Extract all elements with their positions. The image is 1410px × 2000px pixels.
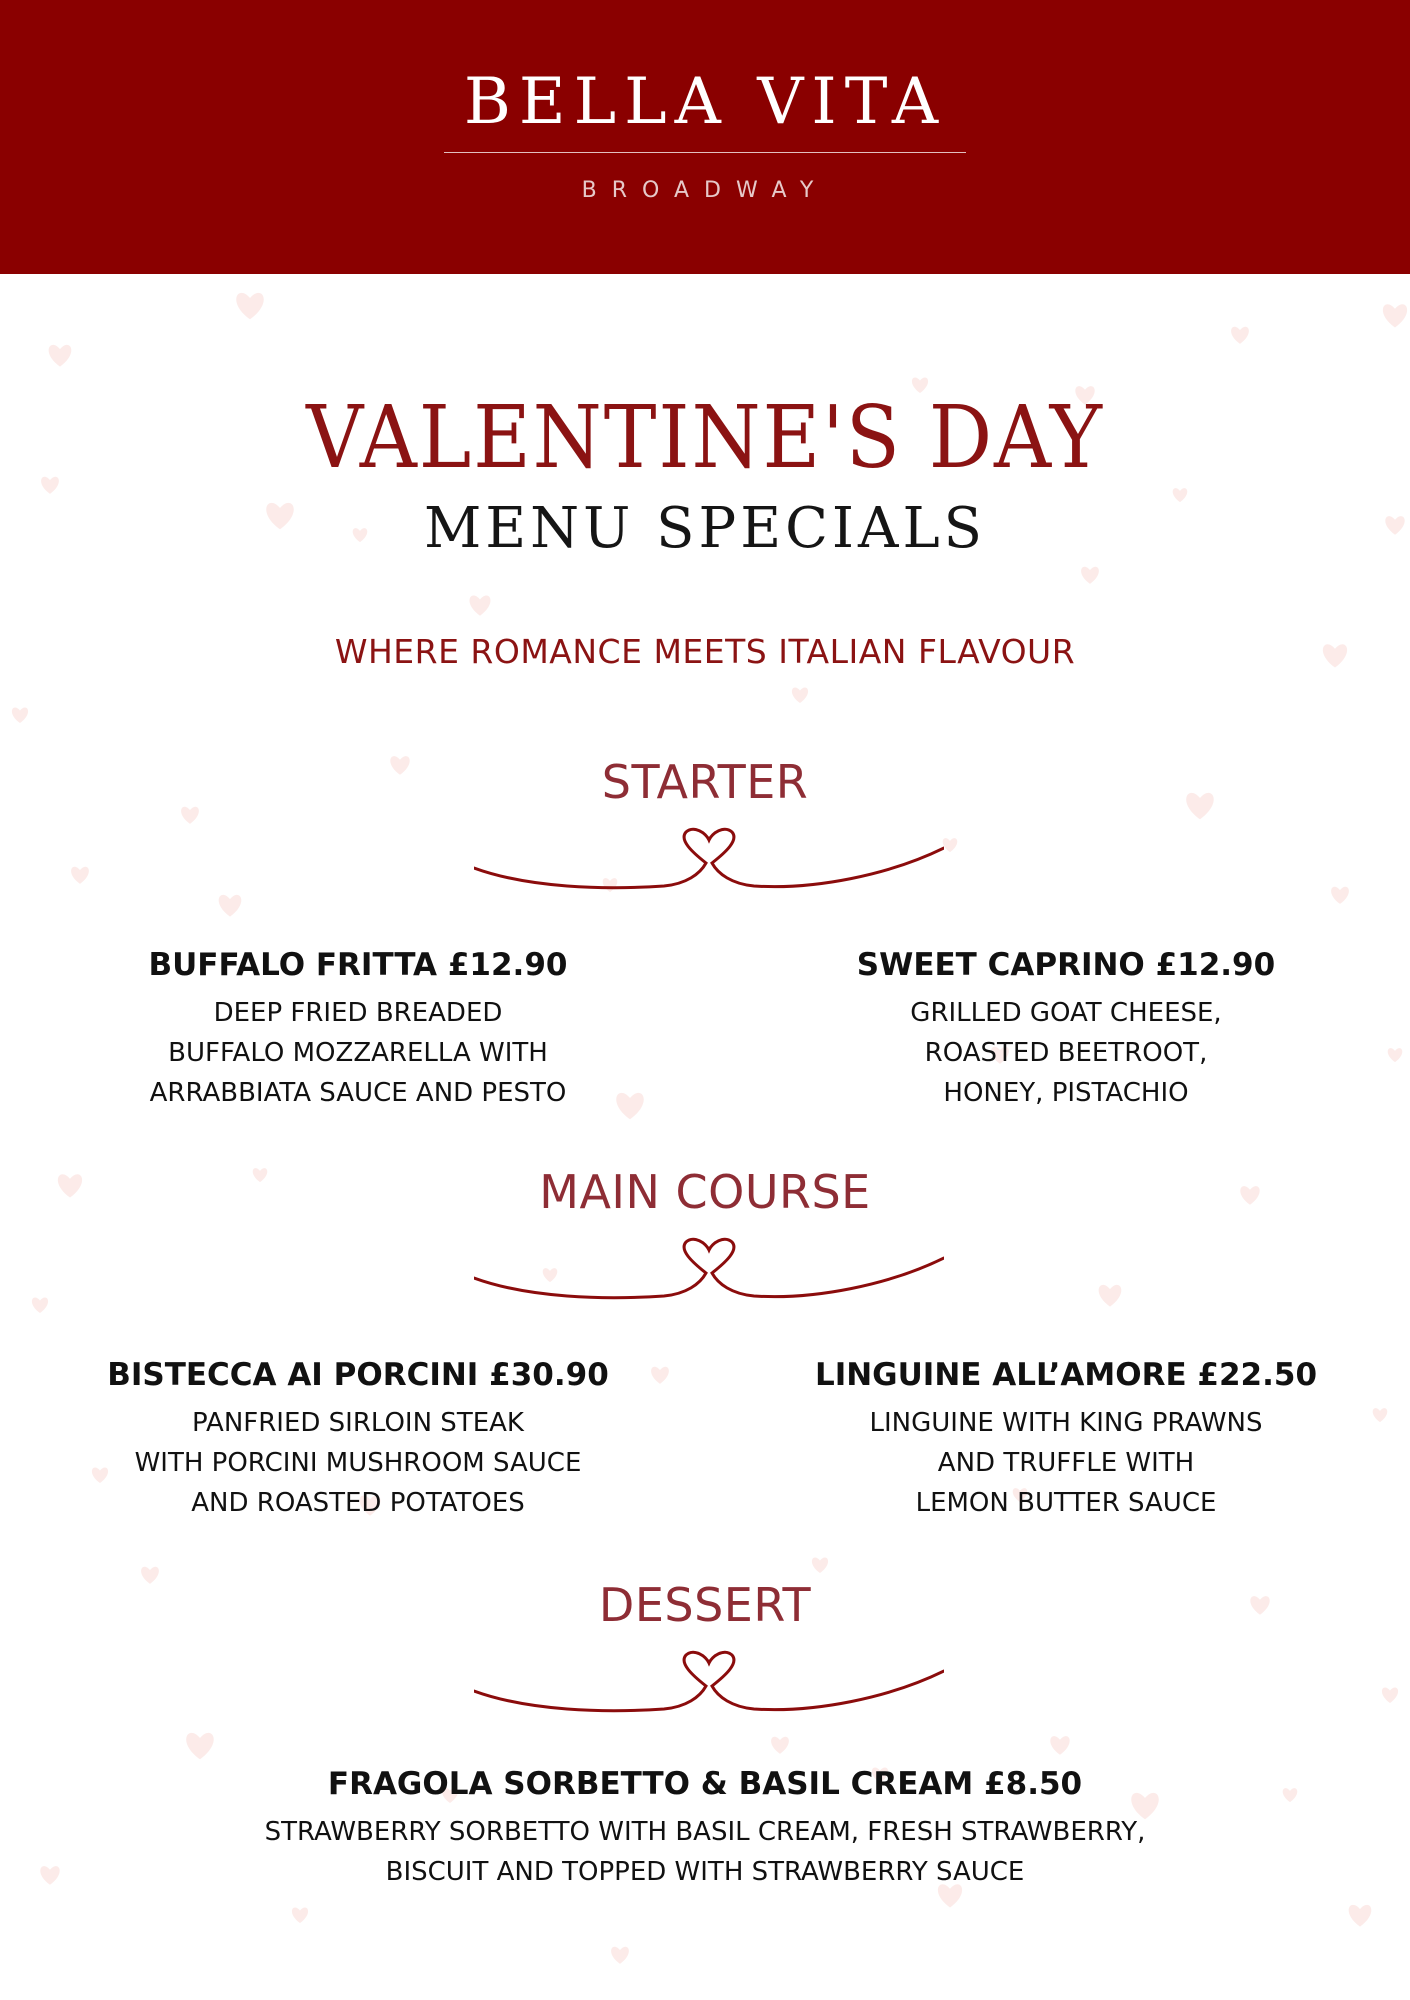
- menu-tagline: WHERE ROMANCE MEETS ITALIAN FLAVOUR: [334, 632, 1076, 671]
- menu-item-description: [255, 1812, 1155, 1892]
- menu-item-name: BISTECCA AI PORCINI £30.90: [107, 1357, 609, 1393]
- menu-item-name: FRAGOLA SORBETTO & BASIL CREAM £8.50: [327, 1766, 1083, 1802]
- menu-item: [716, 945, 1410, 1113]
- menu-item: [8, 945, 708, 1113]
- menu-item-description-line: BUFFALO MOZZARELLA WITH: [168, 1038, 548, 1068]
- menu-item-description-line: AND TRUFFLE WITH: [937, 1448, 1195, 1478]
- section-heading-main-course: MAIN COURSE: [539, 1165, 871, 1219]
- menu-title: VALENTINE'S DAY: [306, 388, 1104, 488]
- menu-item-description-line: ROASTED BEETROOT,: [924, 1038, 1208, 1068]
- section-heading-starter: STARTER: [601, 755, 809, 809]
- menu-item-description-line: DEEP FRIED BREADED: [213, 998, 503, 1028]
- heart-divider-icon: [474, 820, 944, 900]
- menu-item-description-line: HONEY, PISTACHIO: [943, 1078, 1189, 1108]
- menu-item-description: [716, 993, 1410, 1113]
- brand-location: BROADWAY: [581, 178, 829, 203]
- menu-item-description-line: STRAWBERRY SORBETTO WITH BASIL CREAM, FRESH STRAWBERRY,: [264, 1817, 1146, 1847]
- brand-name: BELLA VITA: [463, 65, 947, 139]
- heart-divider-icon: [474, 1643, 944, 1723]
- menu-item: [255, 1764, 1155, 1892]
- menu-item-description-line: WITH PORCINI MUSHROOM SAUCE: [134, 1448, 582, 1478]
- menu-item-description-line: BISCUIT AND TOPPED WITH STRAWBERRY SAUCE: [385, 1857, 1025, 1887]
- menu-item: [716, 1355, 1410, 1523]
- menu-item-name: SWEET CAPRINO £12.90: [856, 947, 1276, 983]
- menu-item-description-line: PANFRIED SIRLOIN STEAK: [192, 1408, 524, 1438]
- menu-item-description-line: ARRABBIATA SAUCE AND PESTO: [149, 1078, 567, 1108]
- section-heading-dessert: DESSERT: [598, 1578, 812, 1632]
- menu-item-name: LINGUINE ALL’AMORE £22.50: [814, 1357, 1318, 1393]
- heart-swash-path: [474, 1239, 944, 1297]
- heart-swash-path: [474, 829, 944, 887]
- menu-item-description-line: LINGUINE WITH KING PRAWNS: [869, 1408, 1263, 1438]
- menu-subtitle: MENU SPECIALS: [423, 496, 987, 561]
- menu-item-description-line: GRILLED GOAT CHEESE,: [910, 998, 1222, 1028]
- brand-divider-line: [444, 152, 966, 153]
- menu-item-description: [8, 1403, 708, 1523]
- menu-item-description-line: AND ROASTED POTATOES: [191, 1488, 525, 1518]
- menu-item-description-line: LEMON BUTTER SAUCE: [915, 1488, 1217, 1518]
- menu-item-description: [716, 1403, 1410, 1523]
- heart-swash-path: [474, 1652, 944, 1710]
- menu-item: [8, 1355, 708, 1523]
- heart-divider-icon: [474, 1230, 944, 1310]
- menu-item-name: BUFFALO FRITTA £12.90: [148, 947, 568, 983]
- menu-item-description: [8, 993, 708, 1113]
- header-banner: [0, 0, 1410, 274]
